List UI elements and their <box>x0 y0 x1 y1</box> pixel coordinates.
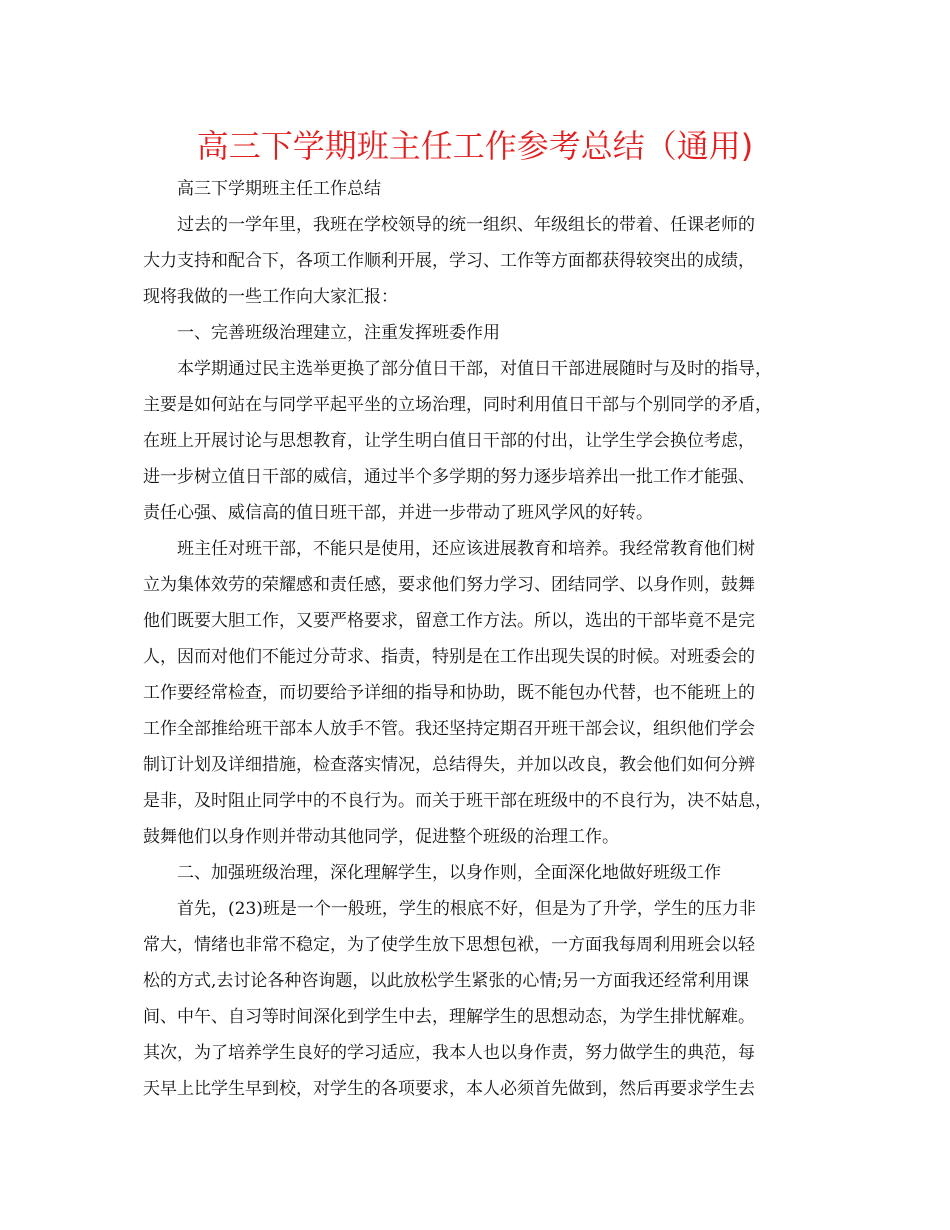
paragraph-line: 是非，及时阻止同学中的不良行为。而关于班干部在班级中的不良行为，决不姑息， <box>143 791 772 811</box>
paragraph-line: 首先，(23)班是一个一般班，学生的根底不好，但是为了升学，学生的压力非 <box>177 899 756 919</box>
paragraph-line: 其次，为了培养学生良好的学习适应，我本人也以身作责，努力做学生的典范，每 <box>143 1043 755 1063</box>
paragraph-line: 进一步树立值日干部的威信，通过半个多学期的努力逐步培养出一批工作才能强、 <box>143 467 755 487</box>
paragraph-line: 鼓舞他们以身作则并带动其他同学，促进整个班级的治理工作。 <box>143 827 619 847</box>
paragraph-line: 工作要经常检查，而切要给予详细的指导和协助，既不能包办代替，也不能班上的 <box>143 683 755 703</box>
paragraph-line: 他们既要大胆工作，又要严格要求，留意工作方法。所以，选出的干部毕竟不是完 <box>143 611 755 631</box>
section-heading: 一、完善班级治理建立，注重发挥班委作用 <box>177 323 500 343</box>
paragraph-line: 本学期通过民主选举更换了部分值日干部，对值日干部进展随时与及时的指导， <box>177 359 772 379</box>
document-body <box>143 171 823 1107</box>
subtitle-line: 高三下学期班主任工作总结 <box>177 179 381 199</box>
paragraph-line: 大力支持和配合下，各项工作顺利开展，学习、工作等方面都获得较突出的成绩， <box>143 251 755 271</box>
paragraph-line: 松的方式,去讨论各种咨询题，以此放松学生紧张的心情;另一方面我还经常利用课 <box>143 971 750 991</box>
paragraph-line: 天早上比学生早到校，对学生的各项要求，本人必须首先做到，然后再要求学生去 <box>143 1079 755 1099</box>
section-heading: 二、加强班级治理，深化理解学生，以身作则，全面深化地做好班级工作 <box>177 863 721 883</box>
paragraph-line: 在班上开展讨论与思想教育，让学生明白值日干部的付出，让学生学会换位考虑， <box>143 431 755 451</box>
document-title: 高三下学期班主任工作参考总结（通用) <box>196 127 754 165</box>
paragraph-line: 人，因而对他们不能过分苛求、指责，特别是在工作出现失误的时候。对班委会的 <box>143 647 755 667</box>
paragraph-line: 过去的一学年里，我班在学校领导的统一组织、年级组长的带着、任课老师的 <box>177 215 755 235</box>
paragraph-line: 主要是如何站在与同学平起平坐的立场治理，同时利用值日干部与个别同学的矛盾， <box>143 395 772 415</box>
paragraph-line: 责任心强、威信高的值日班干部，并进一步带动了班风学风的好转。 <box>143 503 653 523</box>
paragraph-line: 立为集体效劳的荣耀感和责任感，要求他们努力学习、团结同学、以身作则，鼓舞 <box>143 575 755 595</box>
paragraph-line: 间、中午、自习等时间深化到学生中去，理解学生的思想动态，为学生排忧解难。 <box>143 1007 755 1027</box>
paragraph-line: 现将我做的一些工作向大家汇报： <box>143 287 398 307</box>
paragraph-line: 常大，情绪也非常不稳定，为了使学生放下思想包袱，一方面我每周利用班会以轻 <box>143 935 755 955</box>
paragraph-line: 班主任对班干部，不能只是使用，还应该进展教育和培养。我经常教育他们树 <box>177 539 755 559</box>
paragraph-line: 工作全部推给班干部本人放手不管。我还坚持定期召开班干部会议，组织他们学会 <box>143 719 755 739</box>
paragraph-line: 制订计划及详细措施，检查落实情况，总结得失，并加以改良，教会他们如何分辨 <box>143 755 755 775</box>
